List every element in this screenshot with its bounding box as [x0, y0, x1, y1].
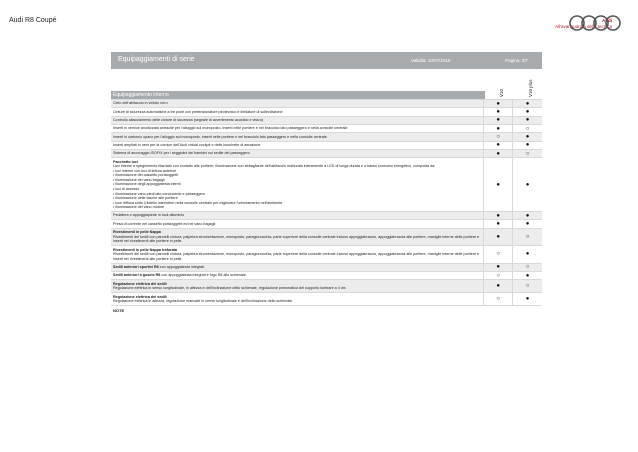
row-description	[111, 280, 483, 292]
table-row	[111, 142, 542, 150]
brand-name: Audi	[602, 18, 612, 23]
v10-availability: ●	[483, 264, 512, 271]
v10-plus-availability: ○	[512, 125, 542, 132]
page-number: Pagina: 3/7	[505, 57, 528, 63]
row-description	[111, 133, 483, 140]
table-row	[111, 117, 542, 125]
v10-plus-availability: ●	[512, 212, 542, 219]
table-row	[111, 246, 542, 263]
row-text: Inserti ampliati in nero per la cornice dell'Audi virtual cockpit e delle bocchette di aerazione	[113, 143, 261, 148]
row-text: Luci interne a spegnimento ritardato con contatto alle portiere; illuminazione con abbagliante dell'abitacolo realizzata interamente a LED di lunga durata e a basso consumo energetico, composta da: • luci interne con luci di lettura anteriori • illuminazione del cassetto portaoggetti • illuminazione del vano bagagli • illuminazione degli appoggiatesta interni • luci di accesso • illuminazione vano piedi lato conducente e passeggero • illuminazione delle tasche alle portiere • luce diffusa sotto il listello interruttori nella consolle centrale per migliorare l'orientamento nell'ambiente • illuminazione del vano motore	[113, 164, 436, 210]
v10-availability: ●	[483, 280, 512, 292]
v10-availability: ●	[483, 212, 512, 219]
sheet-title: Equipaggiamenti di serie	[118, 56, 195, 63]
v10-availability: ●	[483, 108, 512, 115]
table-row	[111, 272, 542, 280]
row-text: Inserti in vernice anodizzata antracite per l'alloggio sul monoposto, inserti nelle portiere e nel bracciolo lato passeggero e nella consolle centrale.	[113, 126, 349, 131]
v10-plus-availability: ●	[512, 142, 542, 149]
v10-availability: ○	[483, 246, 512, 262]
row-description	[111, 229, 483, 245]
sheet-header	[111, 52, 542, 69]
row-text: Regolazione elettrica in senso longitudinale, in altezza e dell'inclinazione dello schienale, regolazione pneumatica del supporto lombare a 4 vie.	[113, 286, 347, 291]
v10-availability: ○	[483, 133, 512, 140]
v10-plus-availability: ●	[512, 117, 542, 124]
row-text: Cielo dell'abitacolo in velluto nero	[113, 101, 168, 106]
row-text: Pedaliera e appoggiapiede in look alluminio	[113, 213, 185, 218]
brand-tagline: All'avanguardia della tecnica	[555, 24, 612, 29]
row-text: Controllo allacciamento delle cinture di sicurezza (segnale di avvertimento acustico e visivo)	[113, 118, 264, 123]
column-v10-plus: V10 plus	[528, 79, 533, 97]
v10-availability: ●	[483, 220, 512, 227]
v10-plus-availability: ●	[512, 158, 542, 211]
v10-plus-availability: ●	[512, 100, 542, 107]
row-text: Rivestimenti dei sedili con pannelli cintura, palpebra strumentazione, monoposto, paragionocchia, parte superiore della consolle centrale incluso appoggiabraccio, appoggiabraccia alle portiere, maniglie interne delle portiere e inserti nei rivestimenti alle portiere in pelle.	[113, 234, 480, 244]
table-row	[111, 220, 542, 228]
equipment-sheet	[111, 52, 542, 315]
row-description	[111, 100, 483, 107]
row-description	[111, 158, 483, 211]
v10-plus-availability: ●	[512, 272, 542, 279]
v10-availability: ●	[483, 158, 512, 211]
v10-availability: ●	[483, 229, 512, 245]
column-header-band	[111, 69, 542, 100]
row-text: con appoggiatesta integrati e logo R8 allo schienale.	[161, 273, 247, 278]
table-row	[111, 264, 542, 272]
table-row	[111, 133, 542, 141]
v10-plus-availability: ●	[512, 293, 542, 305]
table-row	[111, 125, 542, 133]
row-text: Inserti in carbonio opaco per l'alloggio sul monoposto, inserti nelle portiere e nel bracciolo lato passeggero e nella consolle centrale.	[113, 134, 328, 139]
row-description	[111, 150, 483, 157]
row-text: Cinture di sicurezza automatiche a tre punti con pretensionatore pirotecnico e limitatore di sollecitazione	[113, 109, 283, 114]
row-description	[111, 125, 483, 132]
v10-availability: ○	[483, 293, 512, 305]
row-title: Sedili anteriori a guscio R8	[113, 273, 161, 278]
row-description	[111, 108, 483, 115]
row-description	[111, 117, 483, 124]
table-row	[111, 293, 542, 306]
v10-availability: ●	[483, 100, 512, 107]
document-title: Audi R8 Coupé	[9, 17, 57, 24]
table-row	[111, 158, 542, 212]
column-v10: V10	[499, 88, 504, 97]
v10-plus-availability: ●	[512, 246, 542, 262]
row-description	[111, 212, 483, 219]
v10-plus-availability: ●	[512, 220, 542, 227]
row-description	[111, 220, 483, 227]
table-row	[111, 108, 542, 116]
row-text: Presa di corrente nel cassetto portaoggetti ed nel vano bagagli	[113, 221, 216, 226]
row-title: Sedili anteriori sportivi R8	[113, 264, 159, 269]
row-text: Regolazione elettrica in altezza, regolazione manuale in senso longitudinale e dell'inclinazione dello schienale.	[113, 299, 294, 304]
table-row	[111, 280, 542, 293]
audi-rings-logo	[568, 14, 628, 32]
section-heading: Equipaggiamento interno	[111, 91, 485, 99]
row-description	[111, 272, 483, 279]
v10-availability: ●	[483, 142, 512, 149]
row-description	[111, 264, 483, 271]
row-title: Regolazione elettrica dei sedili	[113, 294, 167, 299]
table-row	[111, 150, 542, 158]
table-row	[111, 212, 542, 220]
v10-plus-availability: ○	[512, 264, 542, 271]
row-text: con appoggiatesta integrati.	[159, 264, 206, 269]
row-text: Sistema di ancoraggio ISOFIX per i seggiolini dei bambini sul sedile del passeggero	[113, 151, 250, 156]
row-description	[111, 293, 483, 305]
v10-plus-availability: ●	[512, 108, 542, 115]
row-title: Rivestimenti in pelle Nappa traforata	[113, 247, 177, 252]
v10-plus-availability: ●	[512, 133, 542, 140]
v10-plus-availability: ○	[512, 150, 542, 157]
v10-availability: ●	[483, 150, 512, 157]
v10-availability: ●	[483, 117, 512, 124]
row-text: Rivestimenti dei sedili con pannelli cintura, palpebra strumentazione, monoposto, paragionocchia, parte superiore della consolle centrale incluso appoggiabraccio, appoggiabraccia alle portiere, maniglie interne delle portiere e inserti nei rivestimenti alle portiere in pelle.	[113, 252, 480, 261]
v10-availability: ○	[483, 272, 512, 279]
row-title: Rivestimenti in pelle Nappa	[113, 230, 161, 235]
v10-availability: ●	[483, 125, 512, 132]
v10-plus-availability: ○	[512, 229, 542, 245]
validity-date: Validità: 10/07/2015	[411, 57, 451, 63]
equipment-table	[111, 100, 542, 306]
row-description	[111, 246, 483, 262]
v10-plus-availability: ○	[512, 280, 542, 292]
note-label: NOTE	[113, 308, 125, 313]
table-row	[111, 229, 542, 246]
table-row	[111, 100, 542, 108]
row-title: Pacchetto luci	[113, 159, 139, 164]
row-description	[111, 142, 483, 149]
row-title: Regolazione elettrica dei sedili	[113, 281, 167, 286]
